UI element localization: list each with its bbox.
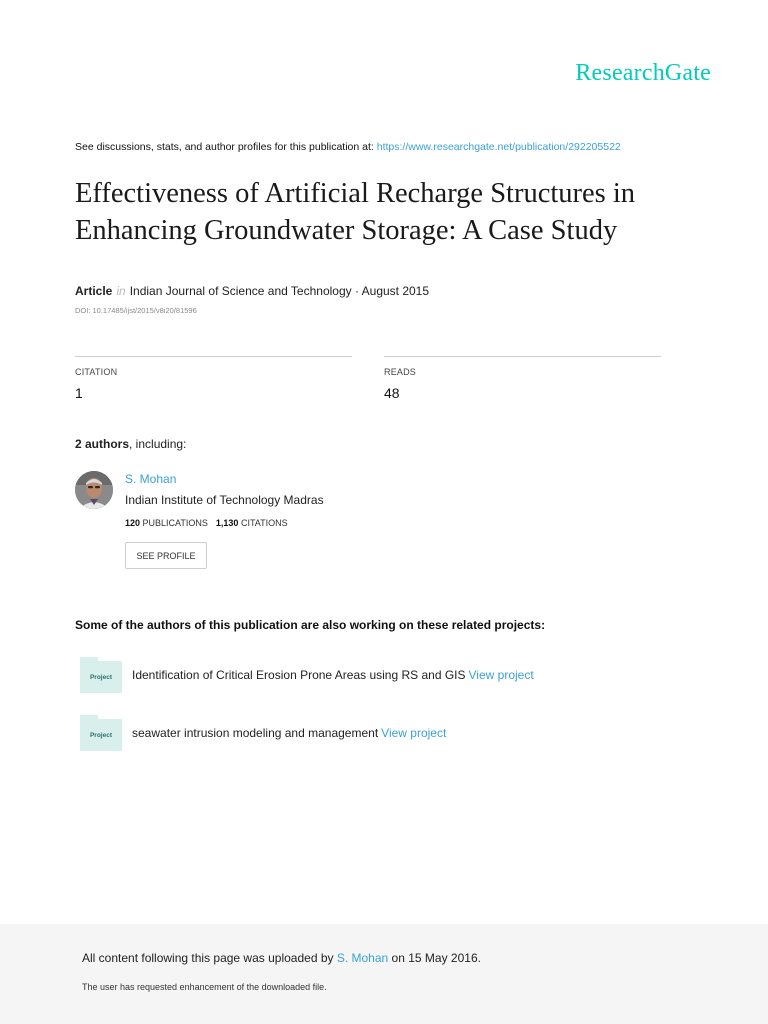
reads-value: 48	[384, 385, 400, 401]
author-institution: Indian Institute of Technology Madras	[125, 493, 324, 507]
publications-count: 120	[125, 518, 141, 528]
project-icon-label: Project	[89, 731, 113, 739]
citations-count: 1,130	[215, 518, 239, 528]
upload-info: All content following this page was uploaded by S. Mohan on 15 May 2016.	[82, 951, 481, 965]
project-item	[80, 657, 534, 693]
authors-suffix: , including:	[129, 437, 187, 451]
doi: DOI: 10.17485/ijst/2015/v8i20/81596	[75, 306, 197, 315]
enhancement-note: The user has requested enhancement of the downloaded file.	[82, 982, 327, 992]
authors-count: 2 authors	[75, 437, 130, 451]
project-folder-icon	[80, 715, 122, 751]
view-project-link[interactable]: View project	[468, 668, 534, 682]
project-item	[80, 715, 446, 751]
authors-summary	[75, 437, 186, 451]
project-folder-icon	[80, 657, 122, 693]
author-avatar[interactable]	[75, 471, 113, 509]
project-title: seawater intrusion modeling and management View project	[132, 726, 447, 740]
see-profile-button[interactable]: SEE PROFILE	[125, 542, 207, 569]
upload-footer	[0, 924, 768, 1024]
publication-url-link[interactable]: https://www.researchgate.net/publication/292205522	[376, 141, 621, 153]
author-stats	[125, 518, 288, 528]
journal-date: Indian Journal of Science and Technology · August 2015	[129, 284, 430, 298]
article-meta	[75, 284, 429, 298]
view-project-link[interactable]: View project	[381, 726, 447, 740]
article-title: Effectiveness of Artificial Recharge Structures in Enhancing Groundwater Storage: A Case Study	[75, 178, 636, 246]
author-name-link[interactable]: S. Mohan	[125, 472, 177, 486]
reads-stat	[384, 356, 661, 401]
person-photo-icon	[75, 471, 113, 509]
project-title: Identification of Critical Erosion Prone Areas using RS and GIS View project	[132, 668, 534, 682]
publications-label: PUBLICATIONS	[142, 518, 208, 528]
citation-label: CITATION	[75, 367, 118, 377]
uploader-link[interactable]: S. Mohan	[336, 951, 389, 965]
article-type: Article	[75, 284, 113, 298]
discussion-text: See discussions, stats, and author profiles for this publication at:	[75, 141, 377, 153]
citations-label: CITATIONS	[240, 518, 288, 528]
project-icon-label: Project	[89, 673, 113, 681]
citation-value: 1	[75, 385, 83, 401]
citation-stat	[75, 356, 352, 401]
in-label: in	[116, 284, 126, 298]
reads-label: READS	[384, 367, 417, 377]
discussion-line	[75, 141, 621, 153]
projects-heading: Some of the authors of this publication are also working on these related projects:	[75, 618, 546, 632]
researchgate-logo[interactable]: ResearchGate	[575, 60, 711, 86]
